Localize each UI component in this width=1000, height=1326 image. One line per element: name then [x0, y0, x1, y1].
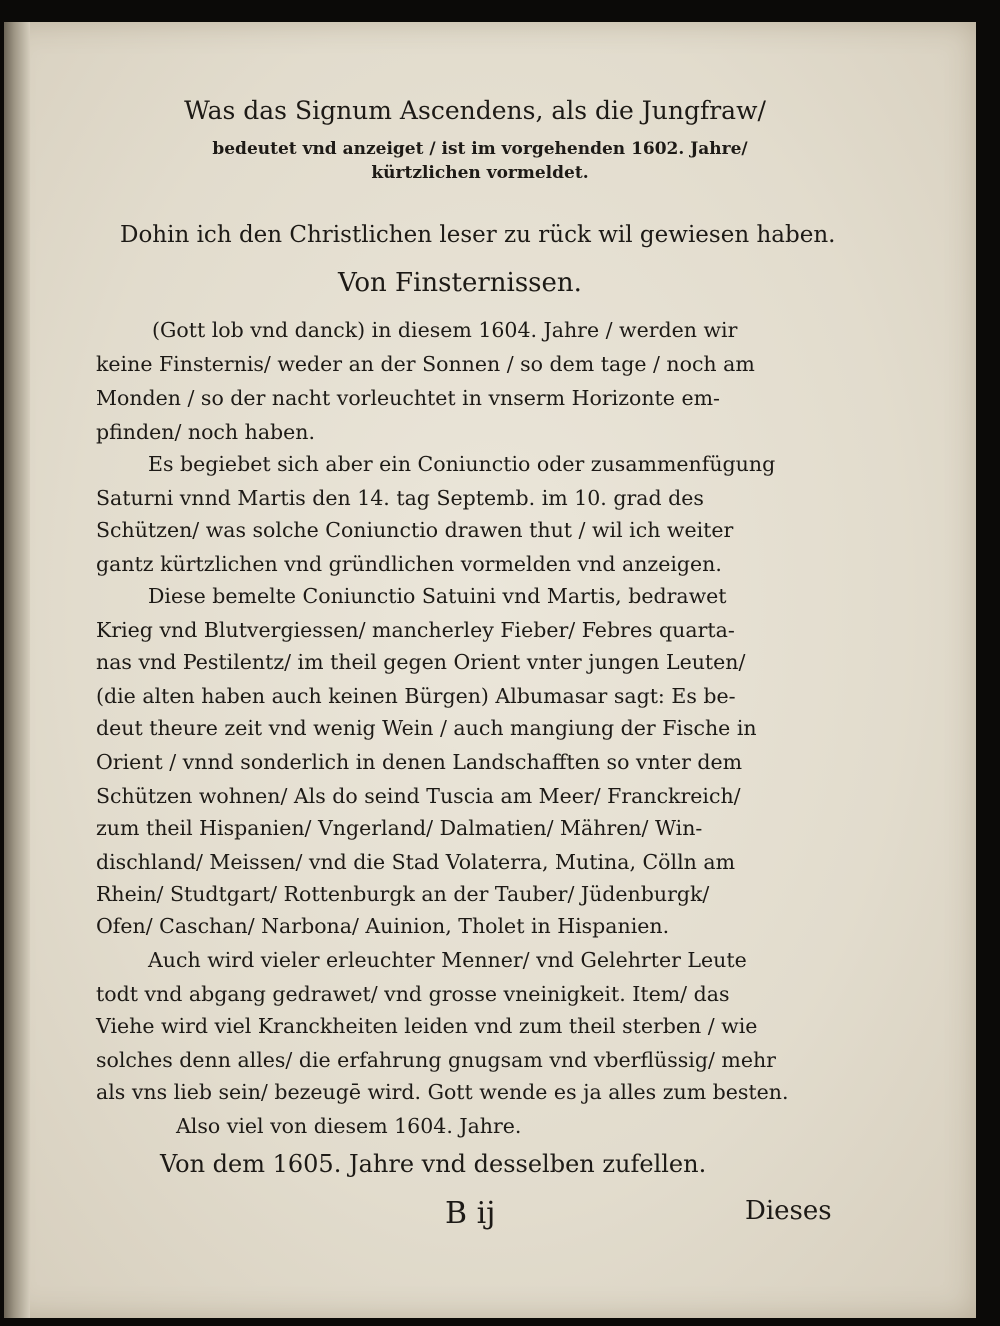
text-line: Also viel von diesem 1604. Jahre.	[176, 1114, 522, 1138]
text-line: pfinden/ noch haben.	[96, 420, 316, 444]
text-line: Auch wird vieler erleuchter Menner/ vnd Gelehrter Leute	[148, 948, 747, 972]
text-line: Schützen/ was solche Coniunctio drawen thut / wil ich weiter	[96, 518, 734, 542]
text-line: dischland/ Meissen/ vnd die Stad Volaterra, Mutina, Cölln am	[96, 850, 736, 874]
text-line: gantz kürtzlichen vnd gründlichen vormelden vnd anzeigen.	[96, 552, 722, 576]
catchword: Dieses	[745, 1196, 832, 1226]
page-heading: Was das Signum Ascendens, als die Jungfraw/	[184, 96, 766, 125]
section-title-1605: Von dem 1605. Jahre vnd desselben zufellen.	[160, 1150, 707, 1178]
text-line: als vns lieb sein/ bezeugē wird. Gott wende es ja alles zum besten.	[96, 1080, 789, 1104]
page-binding-edge	[4, 22, 30, 1318]
text-line: (die alten haben auch keinen Bürgen) Albumasar sagt: Es be-	[96, 684, 736, 708]
text-line: Krieg vnd Blutvergiessen/ mancherley Fieber/ Febres quarta-	[96, 618, 735, 642]
text-line: zum theil Hispanien/ Vngerland/ Dalmatien/ Mähren/ Win-	[96, 816, 703, 840]
text-line: Orient / vnnd sonderlich in denen Landschafften so vnter dem	[96, 750, 743, 774]
text-line: (Gott lob vnd danck) in diesem 1604. Jahre / werden wir	[152, 318, 738, 342]
text-line: keine Finsternis/ weder an der Sonnen / so dem tage / noch am	[96, 352, 755, 376]
text-line: Monden / so der nacht vorleuchtet in vnserm Horizonte em-	[96, 386, 720, 410]
text-line: Viehe wird viel Kranckheiten leiden vnd zum theil sterben / wie	[96, 1014, 758, 1038]
text-line: Saturni vnnd Martis den 14. tag Septemb. im 10. grad des	[96, 486, 704, 510]
signature-mark: B ij	[445, 1196, 496, 1231]
heading-subtitle-2: kürtzlichen vormeldet.	[371, 163, 589, 183]
text-line: Rhein/ Studtgart/ Rottenburgk an der Tauber/ Jüdenburgk/	[96, 882, 710, 906]
text-line: Diese bemelte Coniunctio Satuini vnd Martis, bedrawet	[148, 584, 727, 608]
heading-subtitle-1: bedeutet vnd anzeiget / ist im vorgehenden 1602. Jahre/	[212, 139, 748, 159]
text-line: Schützen wohnen/ Als do seind Tuscia am Meer/ Franckreich/	[96, 784, 741, 808]
text-line: nas vnd Pestilentz/ im theil gegen Orient vnter jungen Leuten/	[96, 650, 746, 674]
text-line: todt vnd abgang gedrawet/ vnd grosse vneinigkeit. Item/ das	[96, 982, 730, 1006]
text-line: deut theure zeit vnd wenig Wein / auch mangiung der Fische in	[96, 716, 757, 740]
text-line: Ofen/ Caschan/ Narbona/ Auinion, Tholet in Hispanien.	[96, 914, 670, 938]
text-line: Es begiebet sich aber ein Coniunctio oder zusammenfügung	[148, 452, 776, 476]
intro-line: Dohin ich den Christlichen leser zu rück wil gewiesen haben.	[120, 222, 836, 248]
section-title-finsternissen: Von Finsternissen.	[338, 268, 582, 298]
text-line: solches denn alles/ die erfahrung gnugsam vnd vberflüssig/ mehr	[96, 1048, 776, 1072]
